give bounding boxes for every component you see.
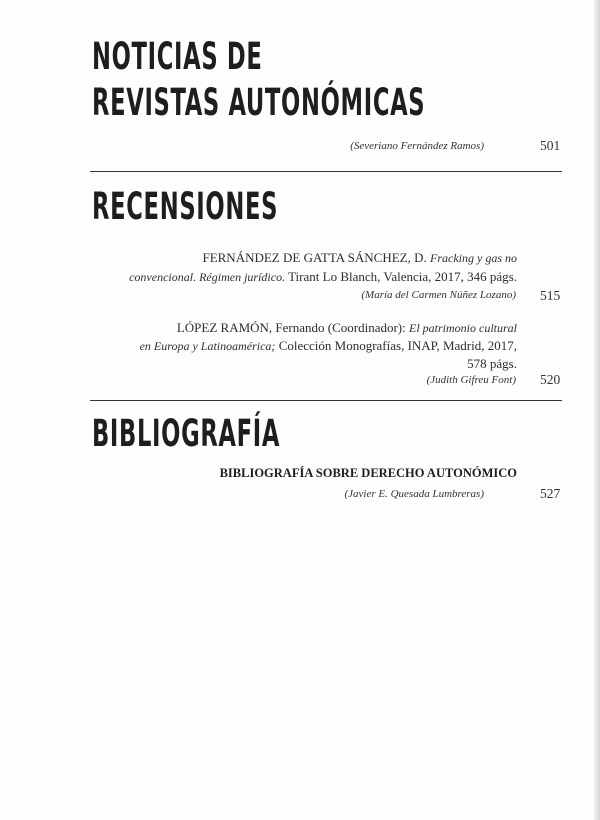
noticias-page-number: 501 — [540, 138, 561, 153]
entry-2-title-part2: en Europa y Latinoamérica; — [139, 339, 276, 353]
entry-2-line-1 — [177, 320, 517, 336]
entry-1-author-name: FERNÁNDEZ DE GATTA SÁNCHEZ, D. — [202, 250, 427, 265]
entry-1-reviewer: (María del Carmen Núñez Lozano) — [361, 289, 516, 301]
section-title-bibliografia: BIBLIOGRAFÍA — [92, 412, 281, 455]
bibliografia-author: (Javier E. Quesada Lumbreras) — [344, 488, 484, 500]
entry-2-title-part1: El patrimonio cultural — [409, 321, 517, 335]
entry-2-page-number: 520 — [540, 372, 561, 387]
entry-2-reviewer: (Judith Gifreu Font) — [426, 374, 516, 386]
entry-1-line-2 — [129, 269, 517, 285]
bibliografia-heading: BIBLIOGRAFÍA SOBRE DERECHO AUTONÓMICO — [219, 466, 517, 480]
entry-1-page-number: 515 — [540, 288, 561, 303]
section-divider — [90, 400, 562, 401]
entry-2-line-3: 578 págs. — [467, 356, 517, 371]
page-edge-shadow — [594, 0, 600, 820]
entry-1-publisher: Tirant Lo Blanch, Valencia, 2017, 346 págs. — [288, 269, 517, 284]
section-divider — [90, 171, 562, 172]
entry-2-line-2 — [140, 338, 517, 354]
entry-1-title-part2: convencional. Régimen jurídico. — [129, 270, 286, 284]
entry-1-title-part1: Fracking y gas no — [430, 251, 517, 265]
bibliografia-page-number: 527 — [540, 486, 561, 501]
noticias-author: (Severiano Fernández Ramos) — [350, 140, 484, 152]
entry-2-publisher: Colección Monografías, INAP, Madrid, 2017, — [278, 338, 517, 353]
section-title-noticias-line2: REVISTAS AUTONÓMICAS — [92, 81, 426, 124]
entry-1-line-1 — [202, 250, 517, 266]
section-title-noticias-line1: NOTICIAS DE — [92, 35, 263, 78]
section-title-recensiones: RECENSIONES — [92, 185, 279, 228]
entry-2-author-name: LÓPEZ RAMÓN, Fernando (Coordinador): — [176, 320, 406, 335]
